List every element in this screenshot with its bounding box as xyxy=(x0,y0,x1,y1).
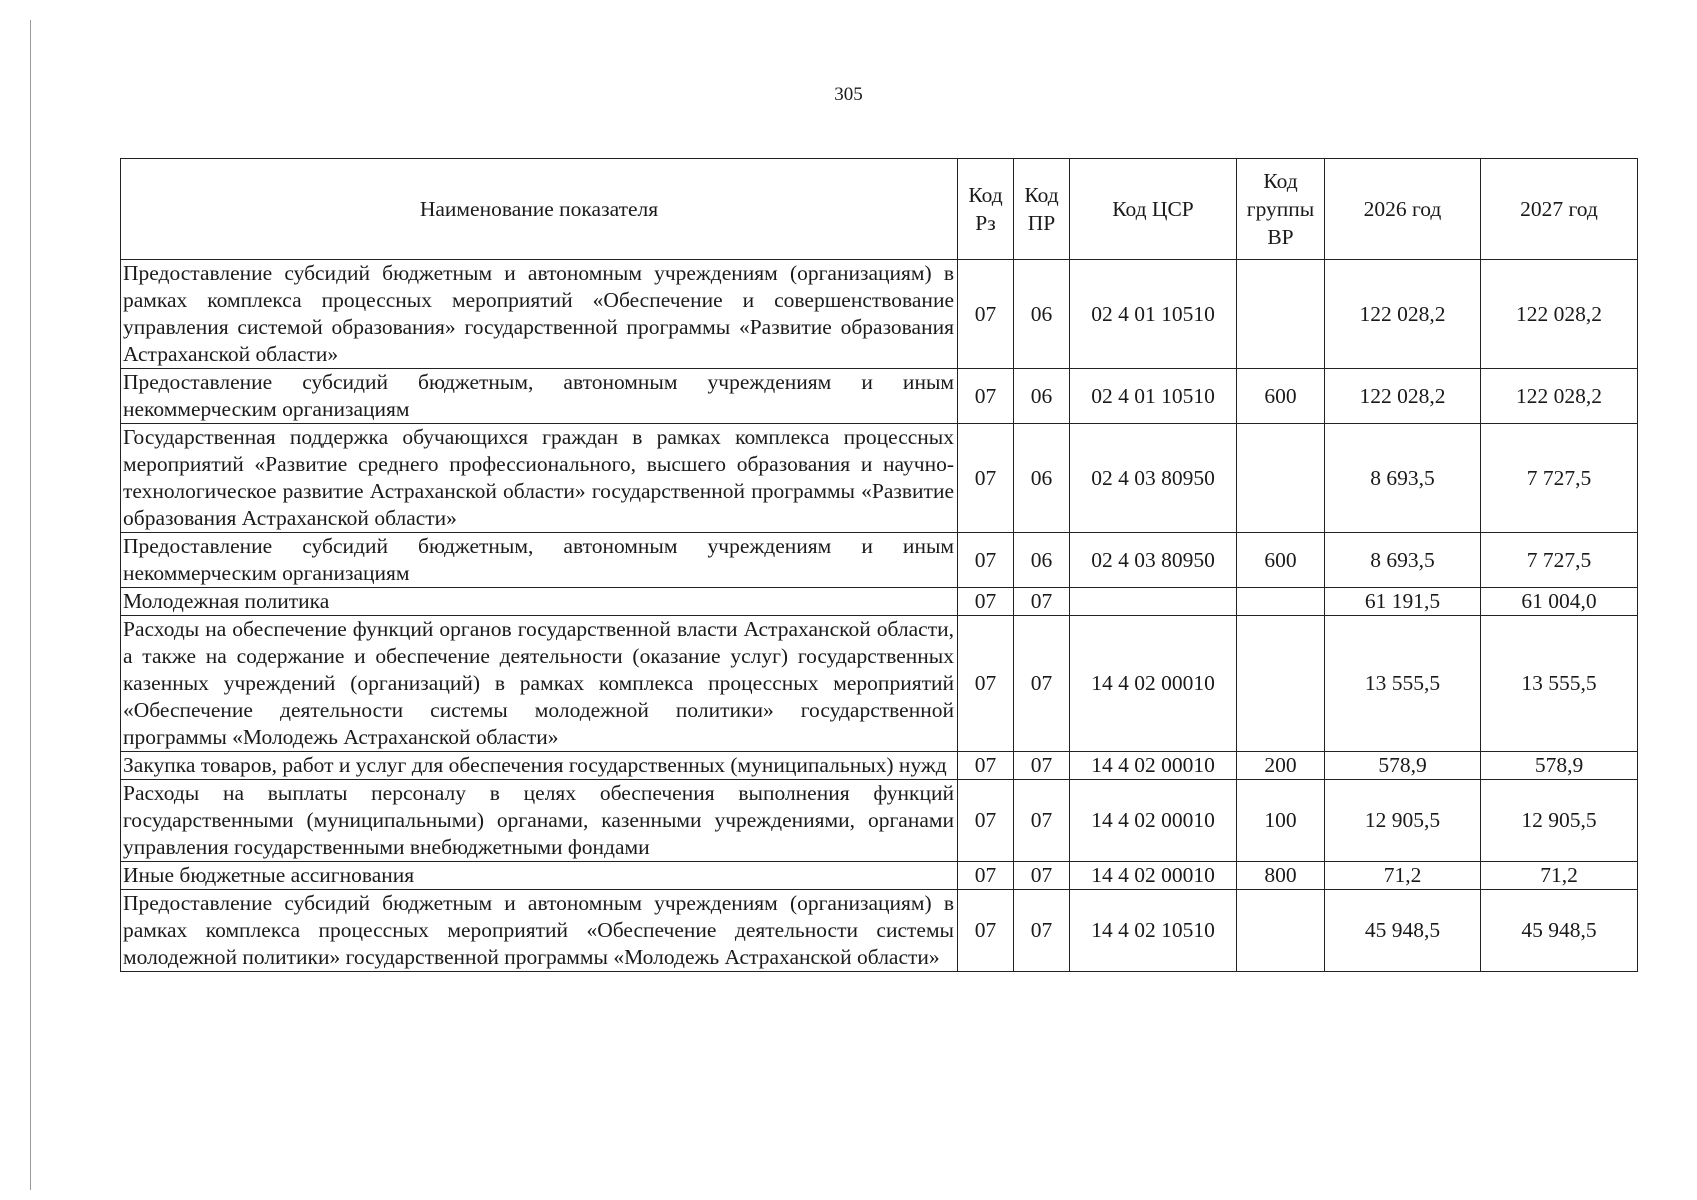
row-2026: 122 028,2 xyxy=(1325,260,1481,369)
page-number: 305 xyxy=(834,84,863,105)
row-2026: 45 948,5 xyxy=(1325,890,1481,972)
row-csr: 14 4 02 00010 xyxy=(1070,616,1237,752)
row-pr: 07 xyxy=(1014,616,1070,752)
row-pr: 06 xyxy=(1014,260,1070,369)
row-vr: 200 xyxy=(1237,752,1325,780)
row-vr: 600 xyxy=(1237,369,1325,424)
table-row xyxy=(121,780,1638,862)
row-csr: 02 4 03 80950 xyxy=(1070,533,1237,588)
row-pr: 06 xyxy=(1014,424,1070,533)
table-row xyxy=(121,369,1638,424)
row-2026: 8 693,5 xyxy=(1325,424,1481,533)
row-2027: 45 948,5 xyxy=(1481,890,1638,972)
row-pr: 06 xyxy=(1014,369,1070,424)
row-2026: 8 693,5 xyxy=(1325,533,1481,588)
row-vr xyxy=(1237,616,1325,752)
row-rz: 07 xyxy=(958,752,1014,780)
row-rz: 07 xyxy=(958,588,1014,616)
row-2026: 578,9 xyxy=(1325,752,1481,780)
row-pr: 07 xyxy=(1014,588,1070,616)
row-2026: 61 191,5 xyxy=(1325,588,1481,616)
row-csr: 02 4 01 10510 xyxy=(1070,369,1237,424)
row-2027: 71,2 xyxy=(1481,862,1638,890)
header-pr: Код ПР xyxy=(1014,159,1070,260)
table-header-row xyxy=(121,159,1638,260)
row-rz: 07 xyxy=(958,424,1014,533)
row-rz: 07 xyxy=(958,890,1014,972)
row-name: Предоставление субсидий бюджетным и автономным учреждениям (организациям) в рамках комплекса процессных мероприятий «Обеспечение деятельности системы молодежной политики» государственной программы «Молодежь Астраханской области» xyxy=(121,890,958,972)
row-2027: 122 028,2 xyxy=(1481,369,1638,424)
row-csr: 14 4 02 00010 xyxy=(1070,752,1237,780)
row-rz: 07 xyxy=(958,616,1014,752)
table-row xyxy=(121,616,1638,752)
row-rz: 07 xyxy=(958,369,1014,424)
row-vr: 800 xyxy=(1237,862,1325,890)
row-2026: 71,2 xyxy=(1325,862,1481,890)
row-2027: 7 727,5 xyxy=(1481,424,1638,533)
row-pr: 07 xyxy=(1014,862,1070,890)
table-row xyxy=(121,424,1638,533)
row-2027: 578,9 xyxy=(1481,752,1638,780)
row-vr xyxy=(1237,890,1325,972)
table-row xyxy=(121,533,1638,588)
table-row xyxy=(121,890,1638,972)
row-name: Иные бюджетные ассигнования xyxy=(121,862,958,890)
row-vr: 600 xyxy=(1237,533,1325,588)
row-name: Предоставление субсидий бюджетным и автономным учреждениям (организациям) в рамках комплекса процессных мероприятий «Обеспечение и совершенствование управления системой образования» государственной программы «Развитие образования Астраханской области» xyxy=(121,260,958,369)
row-2027: 122 028,2 xyxy=(1481,260,1638,369)
header-csr: Код ЦСР xyxy=(1070,159,1237,260)
row-csr: 02 4 01 10510 xyxy=(1070,260,1237,369)
row-csr: 02 4 03 80950 xyxy=(1070,424,1237,533)
row-rz: 07 xyxy=(958,533,1014,588)
row-pr: 07 xyxy=(1014,890,1070,972)
row-csr xyxy=(1070,588,1237,616)
table-row xyxy=(121,862,1638,890)
row-2027: 13 555,5 xyxy=(1481,616,1638,752)
page-margin-rule xyxy=(30,20,31,1190)
row-csr: 14 4 02 00010 xyxy=(1070,862,1237,890)
row-csr: 14 4 02 10510 xyxy=(1070,890,1237,972)
row-vr: 100 xyxy=(1237,780,1325,862)
header-year-2026: 2026 год xyxy=(1325,159,1481,260)
table-row xyxy=(121,588,1638,616)
row-pr: 06 xyxy=(1014,533,1070,588)
row-name: Предоставление субсидий бюджетным, автономным учреждениям и иным некоммерческим организациям xyxy=(121,369,958,424)
row-pr: 07 xyxy=(1014,780,1070,862)
table-row xyxy=(121,752,1638,780)
row-rz: 07 xyxy=(958,780,1014,862)
row-name: Расходы на обеспечение функций органов государственной власти Астраханской области, а также на содержание и обеспечение деятельности (оказание услуг) государственных казенных учреждений (организаций) в рамках комплекса процессных мероприятий «Обеспечение деятельности системы молодежной политики» государственной программы «Молодежь Астраханской области» xyxy=(121,616,958,752)
row-name: Расходы на выплаты персоналу в целях обеспечения выполнения функций государственными (муниципальными) органами, казенными учреждениями, органами управления государственными внебюджетными фондами xyxy=(121,780,958,862)
row-rz: 07 xyxy=(958,862,1014,890)
row-vr xyxy=(1237,588,1325,616)
header-name: Наименование показателя xyxy=(121,159,958,260)
row-2027: 7 727,5 xyxy=(1481,533,1638,588)
row-2026: 122 028,2 xyxy=(1325,369,1481,424)
row-pr: 07 xyxy=(1014,752,1070,780)
header-vr: Код группы ВР xyxy=(1237,159,1325,260)
budget-table xyxy=(120,158,1638,972)
row-vr xyxy=(1237,260,1325,369)
row-name: Предоставление субсидий бюджетным, автономным учреждениям и иным некоммерческим организациям xyxy=(121,533,958,588)
header-year-2027: 2027 год xyxy=(1481,159,1638,260)
row-name: Закупка товаров, работ и услуг для обеспечения государственных (муниципальных) нужд xyxy=(121,752,958,780)
row-name: Молодежная политика xyxy=(121,588,958,616)
row-csr: 14 4 02 00010 xyxy=(1070,780,1237,862)
row-2026: 13 555,5 xyxy=(1325,616,1481,752)
row-2027: 61 004,0 xyxy=(1481,588,1638,616)
row-name: Государственная поддержка обучающихся граждан в рамках комплекса процессных мероприятий «Развитие среднего профессионального, высшего образования и научно-технологическое развитие Астраханской области» государственной программы «Развитие образования Астраханской области» xyxy=(121,424,958,533)
row-vr xyxy=(1237,424,1325,533)
table-row xyxy=(121,260,1638,369)
row-2027: 12 905,5 xyxy=(1481,780,1638,862)
header-rz: Код Рз xyxy=(958,159,1014,260)
row-2026: 12 905,5 xyxy=(1325,780,1481,862)
row-rz: 07 xyxy=(958,260,1014,369)
